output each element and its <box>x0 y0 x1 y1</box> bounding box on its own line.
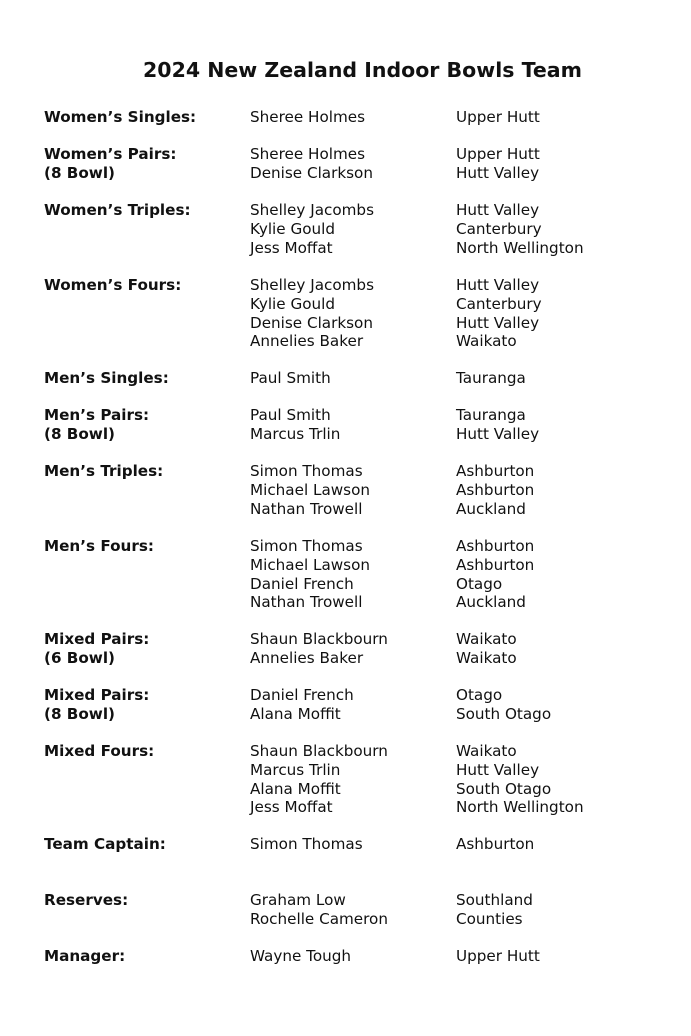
player-name: Nathan Trowell <box>250 499 363 518</box>
member-row <box>250 332 660 351</box>
player-club: Hutt Valley <box>456 163 540 182</box>
event-label <box>44 201 244 220</box>
player-name: Nathan Trowell <box>250 593 363 612</box>
player-name: Simon Thomas <box>250 537 363 555</box>
event-label <box>44 537 244 556</box>
member-row <box>250 500 660 519</box>
player-club: Hutt Valley <box>456 424 540 443</box>
member-row <box>250 295 660 314</box>
member-row <box>250 891 660 910</box>
player-club: Tauranga <box>456 369 526 387</box>
player-club: Hutt Valley <box>456 760 540 779</box>
member-row <box>250 742 660 761</box>
member-row <box>250 705 660 724</box>
member-row <box>250 575 660 594</box>
member-row <box>250 649 660 668</box>
player-club: Waikato <box>456 648 517 667</box>
event-label <box>44 835 244 854</box>
member-row <box>250 462 660 481</box>
player-club: South Otago <box>456 704 552 723</box>
event-label-line: Men’s Fours: <box>44 537 154 555</box>
player-name: Jess Moffat <box>250 238 333 257</box>
member-row <box>250 481 660 500</box>
player-club: Ashburton <box>456 835 535 853</box>
player-club: Ashburton <box>456 480 535 499</box>
event-label <box>44 630 244 668</box>
player-name: Simon Thomas <box>250 835 363 853</box>
event-label-line: Manager: <box>44 947 126 965</box>
event-label <box>44 406 244 444</box>
member-row <box>250 425 660 444</box>
member-row <box>250 947 660 966</box>
player-club: Auckland <box>456 499 526 518</box>
player-club: Tauranga <box>456 406 526 424</box>
member-row <box>250 164 660 183</box>
player-club: Ashburton <box>456 462 535 480</box>
player-club: Counties <box>456 909 523 928</box>
player-club: North Wellington <box>456 238 584 257</box>
event-label <box>44 947 244 966</box>
member-row <box>250 201 660 220</box>
member-row <box>250 835 660 854</box>
event-label <box>44 108 244 127</box>
event-label <box>44 276 244 295</box>
player-club: South Otago <box>456 779 552 798</box>
event-label-line: Mixed Fours: <box>44 742 155 760</box>
player-club: Southland <box>456 891 533 909</box>
member-row <box>250 314 660 333</box>
player-name: Rochelle Cameron <box>250 909 388 928</box>
player-club: Upper Hutt <box>456 947 540 965</box>
event-label-line: (6 Bowl) <box>44 648 115 667</box>
event-label-line: Reserves: <box>44 891 129 909</box>
player-name: Alana Moffit <box>250 704 341 723</box>
player-name: Daniel French <box>250 574 354 593</box>
player-club: Waikato <box>456 742 517 760</box>
player-name: Marcus Trlin <box>250 760 341 779</box>
event-label-line: Mixed Pairs: <box>44 686 150 704</box>
member-row <box>250 537 660 556</box>
player-name: Paul Smith <box>250 406 331 424</box>
player-club: Hutt Valley <box>456 276 540 294</box>
member-row <box>250 910 660 929</box>
event-label-line: (8 Bowl) <box>44 163 115 182</box>
member-row <box>250 593 660 612</box>
member-row <box>250 145 660 164</box>
member-row <box>250 686 660 705</box>
event-label-line: (8 Bowl) <box>44 704 115 723</box>
player-name: Shelley Jacombs <box>250 276 374 294</box>
event-label-line: Men’s Triples: <box>44 462 164 480</box>
event-label <box>44 742 244 761</box>
player-club: Waikato <box>456 332 517 351</box>
player-name: Michael Lawson <box>250 555 371 574</box>
player-name: Sheree Holmes <box>250 108 366 126</box>
page-title: 2024 New Zealand Indoor Bowls Team <box>143 58 582 82</box>
member-row <box>250 556 660 575</box>
event-label <box>44 891 244 910</box>
player-name: Graham Low <box>250 891 346 909</box>
player-name: Daniel French <box>250 686 354 704</box>
player-club: Ashburton <box>456 537 535 555</box>
player-club: North Wellington <box>456 798 584 817</box>
player-name: Kylie Gould <box>250 219 335 238</box>
player-name: Simon Thomas <box>250 462 363 480</box>
player-name: Denise Clarkson <box>250 313 373 332</box>
event-label-line: (8 Bowl) <box>44 424 115 443</box>
player-name: Shaun Blackbourn <box>250 630 388 648</box>
player-club: Upper Hutt <box>456 108 540 126</box>
player-club: Canterbury <box>456 294 542 313</box>
player-name: Sheree Holmes <box>250 145 366 163</box>
member-row <box>250 798 660 817</box>
player-club: Upper Hutt <box>456 145 540 163</box>
player-club: Hutt Valley <box>456 313 540 332</box>
player-club: Waikato <box>456 630 517 648</box>
player-name: Wayne Tough <box>250 947 352 965</box>
event-label-line: Men’s Singles: <box>44 369 169 387</box>
member-row <box>250 220 660 239</box>
event-label-line: Team Captain: <box>44 835 166 853</box>
member-row <box>250 369 660 388</box>
event-label <box>44 686 244 724</box>
player-name: Kylie Gould <box>250 294 335 313</box>
player-name: Alana Moffit <box>250 779 341 798</box>
player-name: Annelies Baker <box>250 648 364 667</box>
member-row <box>250 108 660 127</box>
member-row <box>250 761 660 780</box>
player-club: Ashburton <box>456 555 535 574</box>
member-row <box>250 630 660 649</box>
player-club: Hutt Valley <box>456 201 540 219</box>
player-club: Canterbury <box>456 219 542 238</box>
event-label <box>44 462 244 481</box>
player-name: Annelies Baker <box>250 332 364 351</box>
player-club: Otago <box>456 686 503 704</box>
event-label-line: Men’s Pairs: <box>44 406 150 424</box>
player-name: Michael Lawson <box>250 480 371 499</box>
player-name: Jess Moffat <box>250 798 333 817</box>
player-name: Shelley Jacombs <box>250 201 374 219</box>
player-club: Otago <box>456 574 503 593</box>
player-name: Paul Smith <box>250 369 331 387</box>
player-name: Marcus Trlin <box>250 424 341 443</box>
event-label-line: Women’s Fours: <box>44 276 182 294</box>
event-label-line: Women’s Triples: <box>44 201 191 219</box>
member-row <box>250 406 660 425</box>
event-label-line: Mixed Pairs: <box>44 630 150 648</box>
player-club: Auckland <box>456 593 526 612</box>
player-name: Denise Clarkson <box>250 163 373 182</box>
member-row <box>250 276 660 295</box>
player-name: Shaun Blackbourn <box>250 742 388 760</box>
event-label <box>44 369 244 388</box>
member-row <box>250 239 660 258</box>
event-label-line: Women’s Pairs: <box>44 145 177 163</box>
event-label-line: Women’s Singles: <box>44 108 197 126</box>
event-label <box>44 145 244 183</box>
member-row <box>250 780 660 799</box>
